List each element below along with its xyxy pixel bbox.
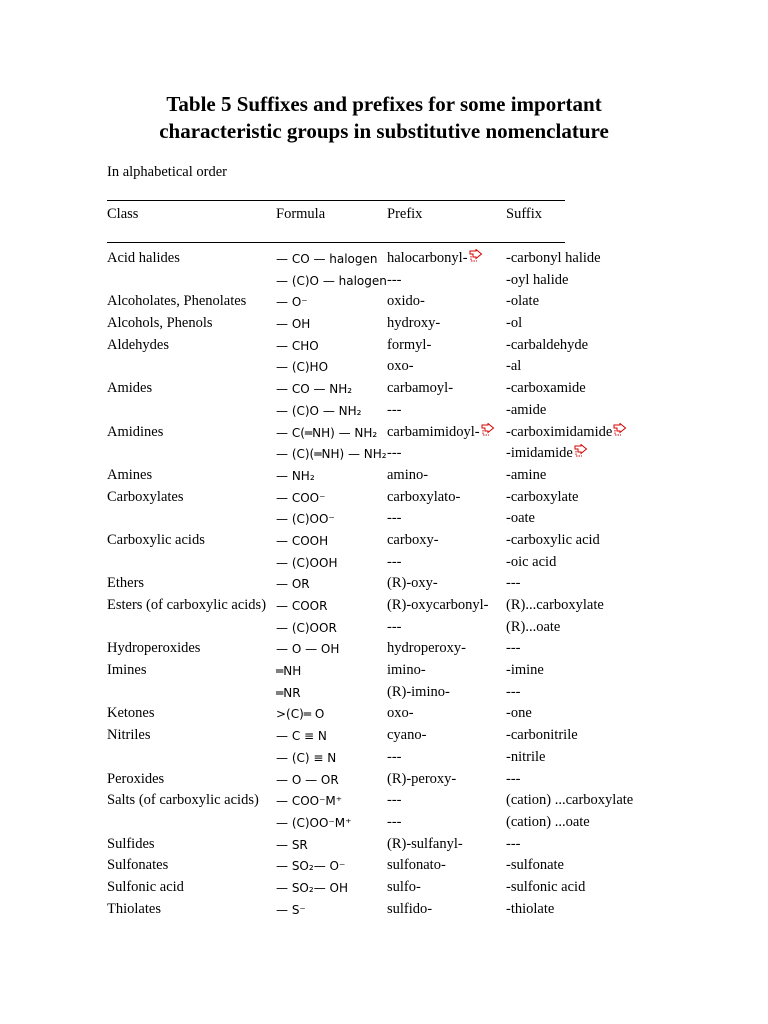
class-cell bbox=[107, 532, 205, 549]
table-row bbox=[0, 597, 768, 619]
formula-cell-text: ═NR bbox=[276, 685, 301, 700]
formula-cell bbox=[276, 295, 308, 309]
formula-cell bbox=[276, 491, 325, 505]
suffix-cell-text: --- bbox=[506, 835, 521, 852]
prefix-cell-text: cyano- bbox=[387, 727, 427, 744]
class-cell bbox=[107, 705, 155, 722]
class-cell bbox=[107, 597, 266, 614]
table-row bbox=[0, 749, 768, 771]
page-title bbox=[0, 91, 768, 145]
prefix-cell bbox=[387, 467, 428, 484]
table-row bbox=[0, 380, 768, 402]
class-cell-text: Ketones bbox=[107, 705, 155, 722]
table-row bbox=[0, 293, 768, 315]
formula-cell bbox=[276, 707, 324, 721]
suffix-cell bbox=[506, 640, 521, 657]
header-suffix: Suffix bbox=[506, 206, 542, 222]
formula-cell-text: — CO — halogen bbox=[276, 252, 378, 266]
table-row bbox=[0, 402, 768, 424]
formula-cell-text: — OR bbox=[276, 577, 310, 592]
class-cell bbox=[107, 293, 246, 310]
formula-cell bbox=[276, 599, 327, 613]
prefix-cell-text: halocarbonyl- bbox=[387, 250, 468, 266]
link-arrow-icon[interactable] bbox=[574, 445, 587, 456]
prefix-cell-text: (R)-sulfanyl- bbox=[387, 835, 463, 852]
suffix-cell-text: -ol bbox=[506, 315, 523, 332]
formula-cell bbox=[276, 859, 345, 873]
suffix-cell bbox=[506, 467, 546, 484]
subtitle: In alphabetical order bbox=[107, 164, 227, 180]
class-cell-text: Carboxylic acids bbox=[107, 531, 205, 548]
formula-cell bbox=[276, 252, 378, 266]
class-cell-text: Amides bbox=[107, 380, 153, 397]
formula-cell-text: — (C)O — NH₂ bbox=[276, 403, 362, 418]
formula-cell-text: — COO⁻M⁺ bbox=[276, 794, 343, 809]
class-cell bbox=[107, 424, 163, 441]
formula-cell bbox=[276, 773, 339, 787]
formula-cell-text: — COO⁻ bbox=[276, 490, 326, 505]
prefix-cell-text: formyl- bbox=[387, 336, 432, 353]
prefix-cell-text: amino- bbox=[387, 466, 429, 483]
prefix-cell-text: sulfido- bbox=[387, 900, 433, 917]
formula-cell-text: — (C)OO⁻M⁺ bbox=[276, 815, 352, 830]
table-row bbox=[0, 424, 768, 446]
prefix-cell-text: sulfonato- bbox=[387, 857, 446, 874]
suffix-cell bbox=[506, 293, 539, 310]
formula-cell bbox=[276, 686, 301, 700]
header-class: Class bbox=[107, 206, 139, 222]
prefix-cell-text: hydroperoxy- bbox=[387, 640, 466, 657]
formula-cell-text: — SR bbox=[276, 837, 308, 852]
table-body bbox=[0, 250, 768, 922]
table-row bbox=[0, 272, 768, 294]
prefix-cell-text: carbamimidoyl- bbox=[387, 423, 480, 440]
suffix-cell bbox=[506, 901, 554, 918]
prefix-cell bbox=[387, 597, 488, 614]
suffix-cell bbox=[506, 337, 588, 354]
class-cell bbox=[107, 836, 155, 853]
table-row bbox=[0, 684, 768, 706]
suffix-cell bbox=[506, 619, 560, 636]
class-cell bbox=[107, 857, 168, 874]
prefix-cell-text: --- bbox=[387, 813, 402, 830]
formula-cell-text: — C(═NH) — NH₂ bbox=[276, 425, 378, 440]
prefix-cell-text: sulfo- bbox=[387, 878, 421, 895]
suffix-cell-text: -thiolate bbox=[506, 900, 555, 917]
header-formula: Formula bbox=[276, 206, 326, 222]
prefix-cell-text: (R)-imino- bbox=[387, 683, 450, 700]
suffix-cell-text: -carboxamide bbox=[506, 380, 586, 397]
prefix-cell bbox=[387, 705, 414, 722]
prefix-cell-text: imino- bbox=[387, 662, 426, 679]
suffix-cell-text: -one bbox=[506, 705, 532, 722]
suffix-cell-text: (cation) ...carboxylate bbox=[506, 792, 634, 809]
class-cell-text: Sulfonic acid bbox=[107, 878, 184, 895]
class-cell bbox=[107, 380, 152, 397]
prefix-cell-text: --- bbox=[387, 445, 402, 462]
formula-cell-text: ═NH bbox=[276, 664, 302, 679]
prefix-cell bbox=[387, 554, 402, 571]
prefix-cell-text: carboxy- bbox=[387, 531, 439, 548]
prefix-cell bbox=[387, 575, 438, 592]
suffix-cell bbox=[506, 554, 556, 571]
prefix-cell-text: carboxylato- bbox=[387, 488, 461, 505]
prefix-cell-text: --- bbox=[387, 510, 402, 527]
table-row bbox=[0, 315, 768, 337]
prefix-cell-text: (R)-oxycarbonyl- bbox=[387, 597, 489, 613]
suffix-cell bbox=[506, 597, 604, 614]
suffix-cell bbox=[506, 402, 546, 419]
class-cell-text: Hydroperoxides bbox=[107, 640, 201, 657]
prefix-cell-text: oxo- bbox=[387, 705, 414, 722]
prefix-cell bbox=[387, 445, 402, 462]
suffix-cell bbox=[506, 814, 590, 831]
link-arrow-icon[interactable] bbox=[469, 250, 482, 261]
formula-cell-text: — COOH bbox=[276, 533, 329, 548]
table-top-rule bbox=[107, 200, 565, 201]
table-row bbox=[0, 771, 768, 793]
class-cell-text: Thiolates bbox=[107, 900, 161, 917]
link-arrow-icon[interactable] bbox=[481, 424, 494, 435]
suffix-cell-text: -amide bbox=[506, 401, 547, 418]
formula-cell bbox=[276, 729, 327, 743]
prefix-cell bbox=[387, 749, 402, 766]
class-cell bbox=[107, 575, 144, 592]
table-row bbox=[0, 792, 768, 814]
formula-cell-text: — (C)OOR bbox=[276, 620, 337, 635]
suffix-cell bbox=[506, 532, 600, 549]
formula-cell bbox=[276, 317, 310, 331]
suffix-cell-text: --- bbox=[506, 683, 521, 700]
prefix-cell-text: carbamoyl- bbox=[387, 380, 454, 397]
table-row bbox=[0, 814, 768, 836]
formula-cell bbox=[276, 816, 351, 830]
table-row bbox=[0, 727, 768, 749]
class-cell bbox=[107, 315, 213, 332]
table-row bbox=[0, 445, 768, 467]
prefix-cell-text: --- bbox=[387, 792, 402, 809]
formula-cell bbox=[276, 339, 319, 353]
class-cell-text: Carboxylates bbox=[107, 488, 184, 505]
formula-cell-text: — O⁻ bbox=[276, 295, 308, 310]
prefix-cell bbox=[387, 402, 402, 419]
suffix-cell bbox=[506, 510, 535, 527]
suffix-cell-text: -carboximidamide bbox=[506, 423, 613, 440]
formula-cell bbox=[276, 404, 361, 418]
link-arrow-icon[interactable] bbox=[613, 424, 626, 435]
class-cell bbox=[107, 467, 152, 484]
table-row bbox=[0, 467, 768, 489]
class-cell-text: Esters (of carboxylic acids) bbox=[107, 597, 267, 613]
formula-cell-text: — C ≡ N bbox=[276, 729, 327, 744]
title-line-1: Table 5 Suffixes and prefixes for some important bbox=[166, 92, 602, 116]
prefix-cell bbox=[387, 510, 402, 527]
prefix-cell-text: --- bbox=[387, 748, 402, 765]
prefix-cell bbox=[387, 424, 480, 441]
prefix-cell-text: oxo- bbox=[387, 358, 414, 375]
table-row bbox=[0, 554, 768, 576]
class-cell-text: Imines bbox=[107, 662, 147, 679]
suffix-cell-text: -carboxylate bbox=[506, 488, 579, 505]
class-cell bbox=[107, 489, 184, 506]
formula-cell bbox=[276, 426, 377, 440]
prefix-cell bbox=[387, 315, 440, 332]
suffix-cell-text: -amine bbox=[506, 466, 547, 483]
suffix-cell-text: -imine bbox=[506, 662, 544, 679]
formula-cell-text: >(C)═ O bbox=[276, 707, 325, 722]
class-cell bbox=[107, 337, 169, 354]
class-cell-text: Nitriles bbox=[107, 727, 151, 744]
suffix-cell bbox=[506, 575, 521, 592]
suffix-cell-text: (R)...carboxylate bbox=[506, 597, 604, 613]
formula-cell bbox=[276, 838, 308, 852]
suffix-cell bbox=[506, 424, 612, 441]
prefix-cell bbox=[387, 272, 402, 289]
table-row bbox=[0, 619, 768, 641]
prefix-cell-text: --- bbox=[387, 553, 402, 570]
suffix-cell bbox=[506, 857, 564, 874]
suffix-cell bbox=[506, 250, 601, 267]
formula-cell-text: — COOR bbox=[276, 599, 328, 613]
suffix-cell bbox=[506, 749, 545, 766]
formula-cell bbox=[276, 794, 342, 808]
prefix-cell-text: --- bbox=[387, 401, 402, 418]
formula-cell-text: — CHO bbox=[276, 338, 319, 353]
prefix-cell bbox=[387, 792, 402, 809]
suffix-cell bbox=[506, 836, 521, 853]
class-cell bbox=[107, 792, 259, 809]
formula-cell bbox=[276, 274, 387, 288]
class-cell-text: Ethers bbox=[107, 575, 145, 592]
suffix-cell-text: -imidamide bbox=[506, 445, 573, 462]
title-line-2: characteristic groups in substitutive nomenclature bbox=[159, 119, 609, 143]
formula-cell bbox=[276, 534, 328, 548]
prefix-cell bbox=[387, 814, 402, 831]
table-row bbox=[0, 358, 768, 380]
suffix-cell-text: --- bbox=[506, 575, 521, 592]
prefix-cell-text: hydroxy- bbox=[387, 315, 441, 332]
suffix-cell bbox=[506, 771, 521, 788]
suffix-cell-text: --- bbox=[506, 640, 521, 657]
suffix-cell bbox=[506, 879, 585, 896]
formula-cell bbox=[276, 469, 315, 483]
formula-cell-text: — (C)(═NH) — NH₂ bbox=[276, 447, 387, 462]
class-cell bbox=[107, 771, 164, 788]
table-row bbox=[0, 489, 768, 511]
table-row bbox=[0, 836, 768, 858]
table-row bbox=[0, 705, 768, 727]
class-cell-text: Alcohols, Phenols bbox=[107, 315, 213, 332]
prefix-cell bbox=[387, 901, 432, 918]
suffix-cell-text: -oyl halide bbox=[506, 271, 569, 288]
prefix-cell-text: --- bbox=[387, 618, 402, 635]
class-cell-text: Acid halides bbox=[107, 250, 180, 266]
class-cell bbox=[107, 662, 146, 679]
class-cell-text: Amidines bbox=[107, 423, 164, 440]
prefix-cell bbox=[387, 337, 431, 354]
table-row bbox=[0, 879, 768, 901]
prefix-cell bbox=[387, 879, 421, 896]
class-cell-text: Sulfides bbox=[107, 835, 155, 852]
formula-cell bbox=[276, 382, 352, 396]
table-row bbox=[0, 640, 768, 662]
formula-cell-text: — CO — NH₂ bbox=[276, 382, 353, 397]
prefix-cell bbox=[387, 640, 466, 657]
formula-cell bbox=[276, 360, 328, 374]
suffix-cell-text: -oate bbox=[506, 510, 535, 527]
suffix-cell-text: -carbonitrile bbox=[506, 727, 578, 744]
prefix-cell bbox=[387, 293, 425, 310]
suffix-cell bbox=[506, 358, 521, 375]
header-prefix: Prefix bbox=[387, 206, 423, 222]
prefix-cell-text: (R)-peroxy- bbox=[387, 770, 457, 787]
formula-cell-text: — (C) ≡ N bbox=[276, 750, 337, 765]
suffix-cell-text: -carboxylic acid bbox=[506, 531, 600, 548]
suffix-cell bbox=[506, 272, 568, 289]
suffix-cell bbox=[506, 445, 573, 462]
prefix-cell bbox=[387, 532, 439, 549]
formula-cell bbox=[276, 881, 348, 895]
prefix-cell bbox=[387, 619, 402, 636]
table-row bbox=[0, 575, 768, 597]
formula-cell-text: — O — OH bbox=[276, 642, 340, 657]
formula-cell bbox=[276, 556, 337, 570]
prefix-cell bbox=[387, 250, 468, 267]
prefix-cell-text: --- bbox=[387, 271, 402, 288]
suffix-cell-text: (R)...oate bbox=[506, 618, 561, 635]
class-cell bbox=[107, 901, 161, 918]
suffix-cell-text: --- bbox=[506, 770, 521, 787]
formula-cell-text: — (C)OOH bbox=[276, 555, 338, 570]
table-row bbox=[0, 250, 768, 272]
prefix-cell bbox=[387, 489, 460, 506]
table-row bbox=[0, 510, 768, 532]
class-cell bbox=[107, 250, 180, 267]
prefix-cell bbox=[387, 857, 446, 874]
formula-cell-text: — SO₂— OH bbox=[276, 880, 348, 895]
formula-cell-text: — NH₂ bbox=[276, 468, 315, 483]
suffix-cell bbox=[506, 380, 586, 397]
suffix-cell-text: -olate bbox=[506, 293, 540, 310]
suffix-cell-text: (cation) ...oate bbox=[506, 813, 590, 830]
formula-cell-text: — SO₂— O⁻ bbox=[276, 859, 346, 874]
table-row bbox=[0, 857, 768, 879]
suffix-cell bbox=[506, 315, 522, 332]
suffix-cell bbox=[506, 489, 578, 506]
suffix-cell-text: -carbaldehyde bbox=[506, 336, 589, 353]
table-row bbox=[0, 337, 768, 359]
class-cell-text: Amines bbox=[107, 466, 153, 483]
table-row bbox=[0, 662, 768, 684]
class-cell-text: Peroxides bbox=[107, 770, 165, 787]
class-cell bbox=[107, 640, 200, 657]
prefix-cell bbox=[387, 662, 426, 679]
suffix-cell bbox=[506, 792, 633, 809]
header-bottom-rule bbox=[107, 242, 565, 243]
formula-cell-text: — (C)HO bbox=[276, 360, 329, 375]
formula-cell bbox=[276, 664, 301, 678]
prefix-cell bbox=[387, 727, 426, 744]
formula-cell bbox=[276, 903, 306, 917]
formula-cell-text: — O — OR bbox=[276, 772, 339, 787]
prefix-cell-text: oxido- bbox=[387, 293, 425, 310]
class-cell-text: Sulfonates bbox=[107, 857, 169, 874]
suffix-cell-text: -al bbox=[506, 358, 522, 375]
suffix-cell-text: -carbonyl halide bbox=[506, 250, 601, 266]
suffix-cell bbox=[506, 662, 544, 679]
formula-cell bbox=[276, 642, 339, 656]
formula-cell bbox=[276, 621, 337, 635]
formula-cell-text: — OH bbox=[276, 317, 311, 332]
prefix-cell bbox=[387, 380, 453, 397]
suffix-cell bbox=[506, 727, 578, 744]
class-cell bbox=[107, 727, 151, 744]
suffix-cell-text: -sulfonate bbox=[506, 857, 564, 874]
prefix-cell bbox=[387, 771, 456, 788]
formula-cell bbox=[276, 577, 310, 591]
suffix-cell-text: -sulfonic acid bbox=[506, 878, 586, 895]
formula-cell bbox=[276, 512, 335, 526]
class-cell-text: Aldehydes bbox=[107, 336, 170, 353]
table-row bbox=[0, 901, 768, 923]
prefix-cell bbox=[387, 836, 463, 853]
table-row bbox=[0, 532, 768, 554]
formula-cell-text: — S⁻ bbox=[276, 902, 306, 917]
prefix-cell bbox=[387, 358, 414, 375]
suffix-cell-text: -nitrile bbox=[506, 748, 546, 765]
suffix-cell bbox=[506, 684, 521, 701]
class-cell bbox=[107, 879, 184, 896]
formula-cell-text: — (C)O — halogen bbox=[276, 273, 387, 288]
prefix-cell-text: (R)-oxy- bbox=[387, 575, 438, 592]
suffix-cell bbox=[506, 705, 532, 722]
class-cell-text: Alcoholates, Phenolates bbox=[107, 293, 247, 310]
formula-cell bbox=[276, 751, 336, 765]
class-cell-text: Salts (of carboxylic acids) bbox=[107, 792, 259, 809]
suffix-cell-text: -oic acid bbox=[506, 553, 557, 570]
formula-cell bbox=[276, 447, 387, 461]
prefix-cell bbox=[387, 684, 450, 701]
formula-cell-text: — (C)OO⁻ bbox=[276, 512, 335, 527]
